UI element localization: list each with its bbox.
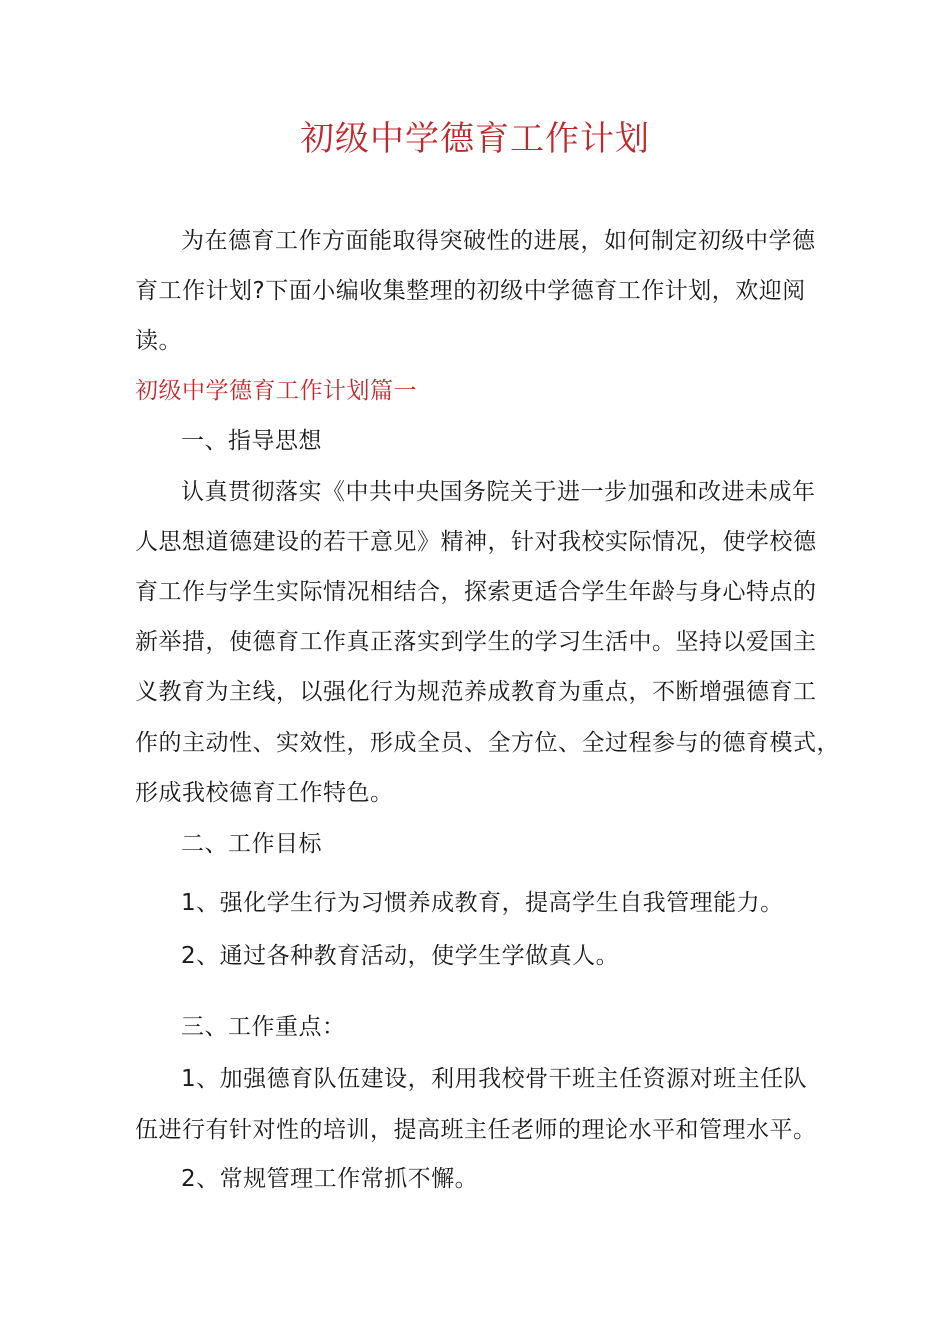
part2-item-1: 1、强化学生行为习惯养成教育，提高学生自我管理能力。 xyxy=(181,890,784,916)
intro-line-1: 为在德育工作方面能取得突破性的进展，如何制定初级中学德 xyxy=(181,228,816,254)
part1-line-4: 新举措，使德育工作真正落实到学生的学习生活中。坚持以爱国主 xyxy=(135,629,817,655)
part3-heading: 三、工作重点： xyxy=(181,1014,346,1040)
part1-heading: 一、指导思想 xyxy=(181,428,322,454)
part2-heading: 二、工作目标 xyxy=(181,831,322,857)
document-title: 初级中学德育工作计划 xyxy=(300,119,650,159)
part3-line-1: 1、加强德育队伍建设，利用我校骨干班主任资源对班主任队 xyxy=(181,1066,808,1092)
section-title: 初级中学德育工作计划篇一 xyxy=(135,378,417,404)
intro-line-3: 读。 xyxy=(135,328,182,354)
intro-line-2: 育工作计划?下面小编收集整理的初级中学德育工作计划，欢迎阅 xyxy=(135,278,806,304)
part1-line-3: 育工作与学生实际情况相结合，探索更适合学生年龄与身心特点的 xyxy=(135,579,817,605)
part1-line-6: 作的主动性、实效性，形成全员、全方位、全过程参与的德育模式， xyxy=(135,730,840,756)
part1-line-2: 人思想道德建设的若干意见》精神，针对我校实际情况，使学校德 xyxy=(135,529,817,555)
part2-item-2: 2、通过各种教育活动，使学生学做真人。 xyxy=(181,943,620,969)
part1-line-5: 义教育为主线，以强化行为规范养成教育为重点，不断增强德育工 xyxy=(135,679,817,705)
part1-line-7: 形成我校德育工作特色。 xyxy=(135,780,394,806)
part3-line-2: 伍进行有针对性的培训，提高班主任老师的理论水平和管理水平。 xyxy=(135,1117,817,1143)
part3-line-3: 2、常规管理工作常抓不懈。 xyxy=(181,1166,479,1192)
part1-line-1: 认真贯彻落实《中共中央国务院关于进一步加强和改进未成年 xyxy=(181,479,816,505)
